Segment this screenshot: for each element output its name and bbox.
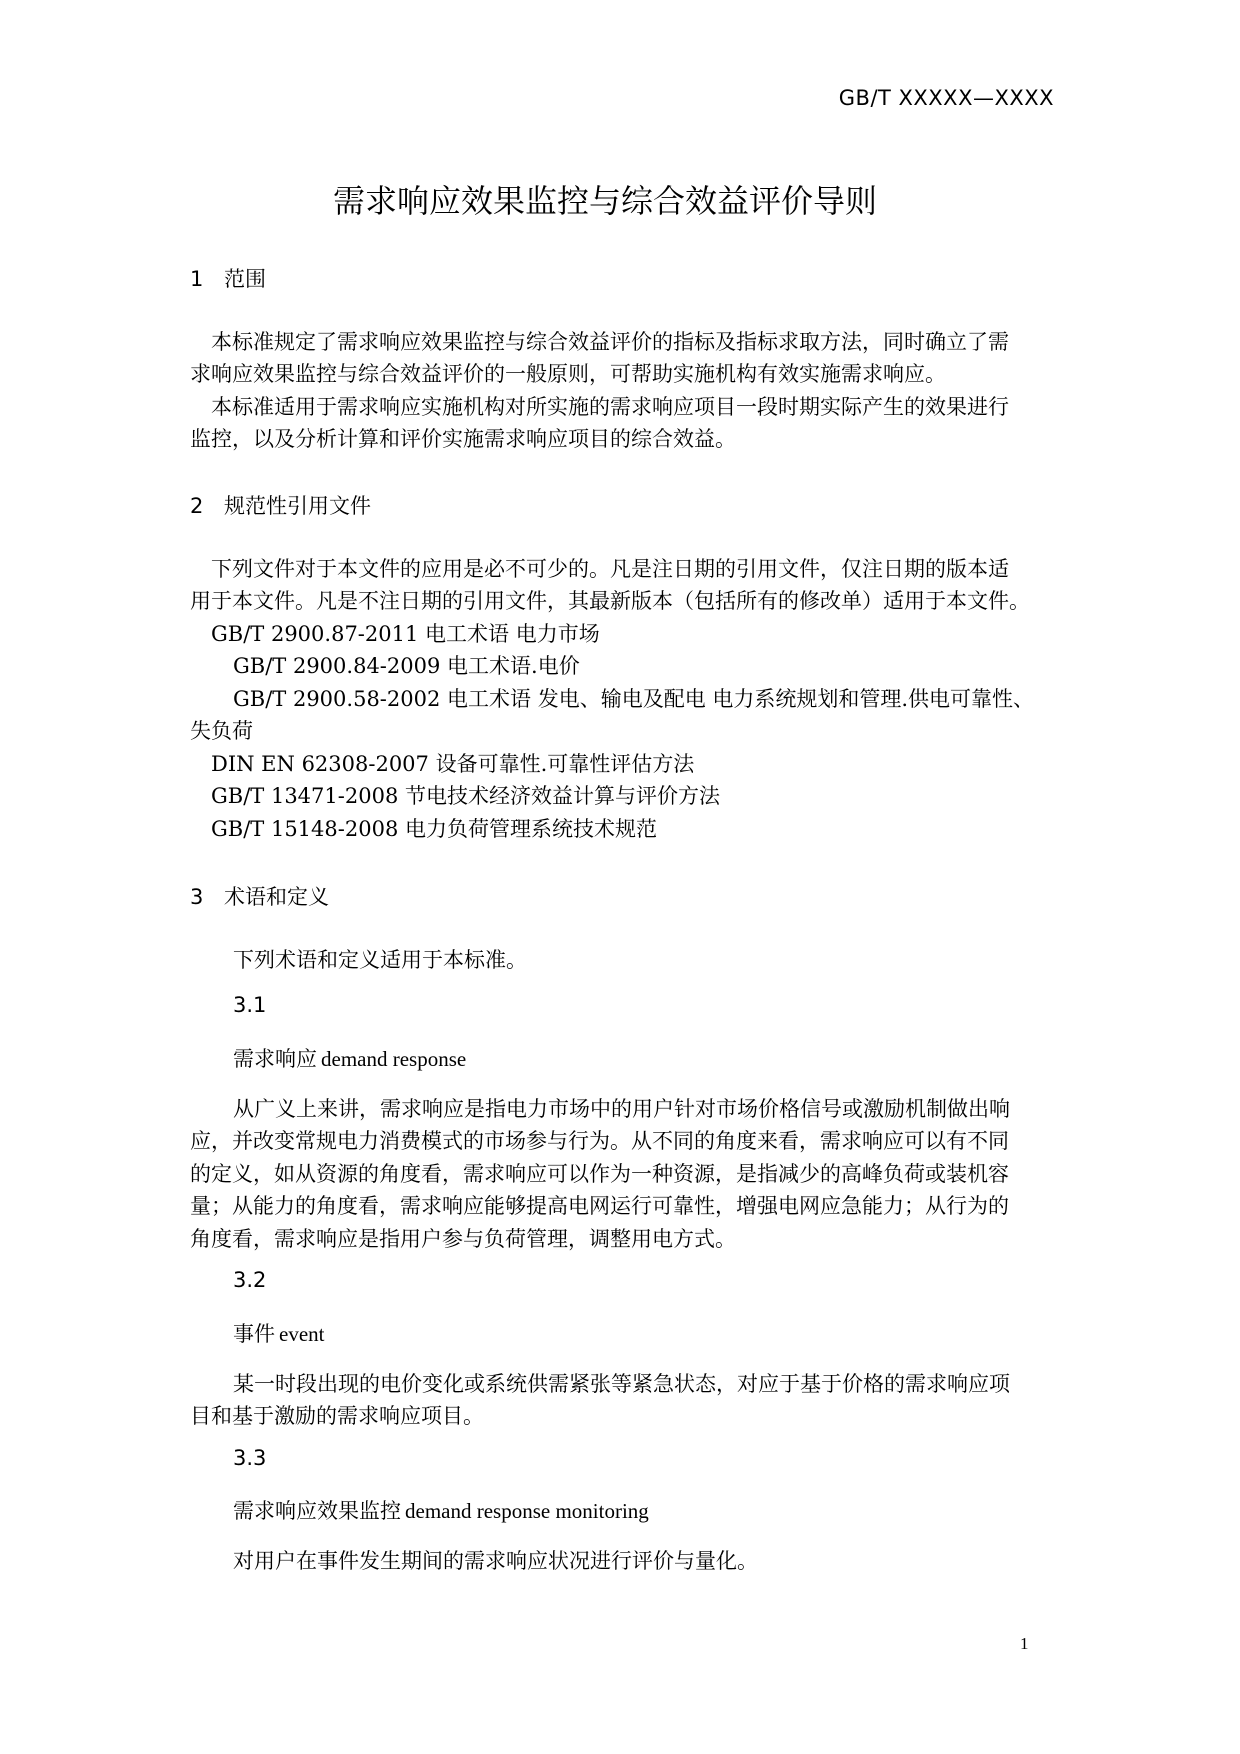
paragraph-line: 求响应效果监控与综合效益评价的一般原则，可帮助实施机构有效实施需求响应。	[190, 362, 946, 386]
term-en: demand response	[321, 1047, 467, 1071]
term-en: event	[279, 1322, 325, 1346]
definition-line: 的定义，如从资源的角度看，需求响应可以作为一种资源，是指减少的高峰负荷或装机容	[190, 1162, 1009, 1186]
term-heading	[233, 1318, 324, 1348]
term-number: 3.1	[233, 993, 267, 1017]
definition-line: 某一时段出现的电价变化或系统供需紧张等紧急状态，对应于基于价格的需求响应项	[233, 1372, 1010, 1396]
document-title: 需求响应效果监控与综合效益评价导则	[332, 182, 877, 220]
reference-item-continuation: 失负荷	[190, 719, 253, 743]
definition-line: 量；从能力的角度看，需求响应能够提高电网运行可靠性，增强电网应急能力；从行为的	[190, 1194, 1009, 1218]
term-heading	[233, 1495, 649, 1525]
standard-code: GB/T XXXXX—XXXX	[838, 86, 1054, 110]
reference-item: GB/T 2900.58-2002 电工术语 发电、输电及配电 电力系统规划和管理.供电可靠性、	[233, 687, 1035, 711]
section-title: 范围	[224, 267, 266, 291]
definition-line: 从广义上来讲，需求响应是指电力市场中的用户针对市场价格信号或激励机制做出响	[233, 1097, 1010, 1121]
section-1-heading	[190, 263, 266, 293]
paragraph-line: 监控，以及分析计算和评价实施需求响应项目的综合效益。	[190, 427, 736, 451]
term-zh: 需求响应效果监控	[233, 1499, 401, 1523]
paragraph-line: 下列文件对于本文件的应用是必不可少的。凡是注日期的引用文件，仅注日期的版本适	[211, 557, 1009, 581]
definition-line: 角度看，需求响应是指用户参与负荷管理，调整用电方式。	[190, 1227, 736, 1251]
paragraph-line: 本标准适用于需求响应实施机构对所实施的需求响应项目一段时期实际产生的效果进行	[211, 395, 1009, 419]
term-number: 3.3	[233, 1446, 267, 1470]
section-number: 1	[190, 267, 204, 291]
reference-item: DIN EN 62308-2007 设备可靠性.可靠性评估方法	[211, 752, 695, 776]
term-zh: 需求响应	[233, 1047, 317, 1071]
section-number: 3	[190, 885, 204, 909]
page-number: 1	[1020, 1634, 1029, 1653]
reference-item: GB/T 13471-2008 节电技术经济效益计算与评价方法	[211, 784, 720, 808]
definition-line: 目和基于激励的需求响应项目。	[190, 1404, 484, 1428]
term-heading	[233, 1043, 466, 1073]
section-title: 规范性引用文件	[224, 494, 371, 518]
section-number: 2	[190, 494, 204, 518]
reference-item: GB/T 2900.87-2011 电工术语 电力市场	[211, 622, 600, 646]
paragraph-line: 用于本文件。凡是不注日期的引用文件，其最新版本（包括所有的修改单）适用于本文件。	[190, 589, 1030, 613]
section-3-heading	[190, 881, 329, 911]
paragraph-line: 本标准规定了需求响应效果监控与综合效益评价的指标及指标求取方法，同时确立了需	[211, 330, 1009, 354]
reference-item: GB/T 2900.84-2009 电工术语.电价	[233, 654, 580, 678]
section-title: 术语和定义	[224, 885, 329, 909]
term-en: demand response monitoring	[405, 1499, 649, 1523]
paragraph-line: 下列术语和定义适用于本标准。	[233, 948, 527, 972]
definition-line: 应，并改变常规电力消费模式的市场参与行为。从不同的角度来看，需求响应可以有不同	[190, 1129, 1009, 1153]
term-number: 3.2	[233, 1268, 267, 1292]
section-2-heading	[190, 490, 371, 520]
term-zh: 事件	[233, 1322, 275, 1346]
definition-line: 对用户在事件发生期间的需求响应状况进行评价与量化。	[233, 1549, 758, 1573]
reference-item: GB/T 15148-2008 电力负荷管理系统技术规范	[211, 817, 657, 841]
